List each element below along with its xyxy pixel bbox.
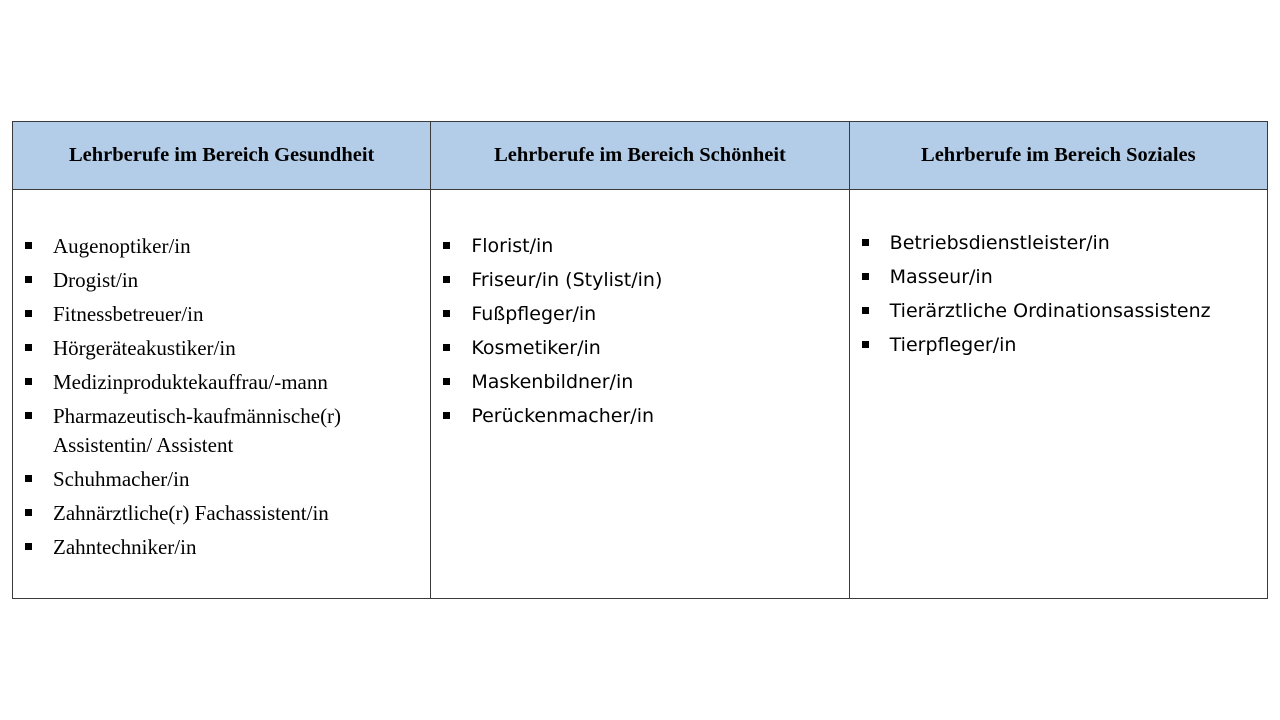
list-item bbox=[13, 465, 430, 494]
list-item bbox=[431, 300, 848, 329]
list-item-label: Florist/in bbox=[471, 235, 554, 257]
header-schoenheit: Lehrberufe im Bereich Schönheit bbox=[431, 122, 849, 190]
square-bullet-icon bbox=[443, 276, 450, 283]
header-row bbox=[13, 122, 1268, 190]
square-bullet-icon bbox=[25, 412, 32, 419]
list-item-label: Masseur/in bbox=[889, 266, 993, 288]
square-bullet-icon bbox=[443, 344, 450, 351]
list-item bbox=[431, 334, 848, 363]
list-item-label: Perückenmacher/in bbox=[471, 405, 655, 427]
list-item-label: Pharmazeutisch-kaufmännische(r) Assistentin/ Assistent bbox=[53, 404, 342, 457]
square-bullet-icon bbox=[443, 378, 450, 385]
list-item-label: Kosmetiker/in bbox=[471, 337, 601, 359]
list-item bbox=[13, 533, 430, 562]
square-bullet-icon bbox=[25, 475, 32, 482]
square-bullet-icon bbox=[443, 242, 450, 249]
square-bullet-icon bbox=[25, 242, 32, 249]
square-bullet-icon bbox=[25, 509, 32, 516]
occupations-table bbox=[12, 121, 1268, 599]
square-bullet-icon bbox=[25, 344, 32, 351]
cell-soziales bbox=[849, 190, 1267, 599]
square-bullet-icon bbox=[862, 341, 869, 348]
list-item-label: Tierärztliche Ordinationsassistenz bbox=[889, 300, 1211, 322]
list-item bbox=[431, 266, 848, 295]
body-row bbox=[13, 190, 1268, 599]
square-bullet-icon bbox=[25, 310, 32, 317]
list-item bbox=[431, 368, 848, 397]
square-bullet-icon bbox=[862, 273, 869, 280]
list-item bbox=[13, 499, 430, 528]
list-item-label: Fußpfleger/in bbox=[471, 303, 597, 325]
list-item-label: Fitnessbetreuer/in bbox=[53, 302, 204, 326]
list-gesundheit bbox=[13, 232, 430, 562]
square-bullet-icon bbox=[443, 412, 450, 419]
list-item bbox=[431, 232, 848, 261]
header-soziales: Lehrberufe im Bereich Soziales bbox=[849, 122, 1267, 190]
list-item bbox=[13, 266, 430, 295]
list-item bbox=[13, 368, 430, 397]
list-schoenheit bbox=[431, 232, 848, 431]
square-bullet-icon bbox=[862, 239, 869, 246]
list-item bbox=[850, 297, 1267, 326]
square-bullet-icon bbox=[862, 307, 869, 314]
list-soziales bbox=[850, 229, 1267, 360]
square-bullet-icon bbox=[443, 310, 450, 317]
list-item bbox=[431, 402, 848, 431]
list-item bbox=[13, 232, 430, 261]
cell-schoenheit bbox=[431, 190, 849, 599]
list-item bbox=[13, 300, 430, 329]
list-item-label: Augenoptiker/in bbox=[53, 234, 191, 258]
list-item-label: Medizinproduktekauffrau/-mann bbox=[53, 370, 328, 394]
list-item-label: Zahntechniker/in bbox=[53, 535, 197, 559]
square-bullet-icon bbox=[25, 276, 32, 283]
cell-gesundheit bbox=[13, 190, 431, 599]
list-item bbox=[850, 331, 1267, 360]
list-item bbox=[13, 402, 430, 460]
list-item-label: Hörgeräteakustiker/in bbox=[53, 336, 236, 360]
header-gesundheit: Lehrberufe im Bereich Gesundheit bbox=[13, 122, 431, 190]
list-item bbox=[850, 229, 1267, 258]
list-item-label: Schuhmacher/in bbox=[53, 467, 190, 491]
square-bullet-icon bbox=[25, 378, 32, 385]
list-item-label: Tierpfleger/in bbox=[889, 334, 1017, 356]
list-item-label: Maskenbildner/in bbox=[471, 371, 634, 393]
list-item-label: Betriebsdienstleister/in bbox=[889, 232, 1110, 254]
list-item bbox=[13, 334, 430, 363]
list-item-label: Friseur/in (Stylist/in) bbox=[471, 269, 663, 291]
square-bullet-icon bbox=[25, 543, 32, 550]
list-item bbox=[850, 263, 1267, 292]
list-item-label: Drogist/in bbox=[53, 268, 139, 292]
list-item-label: Zahnärztliche(r) Fachassistent/in bbox=[53, 501, 329, 525]
